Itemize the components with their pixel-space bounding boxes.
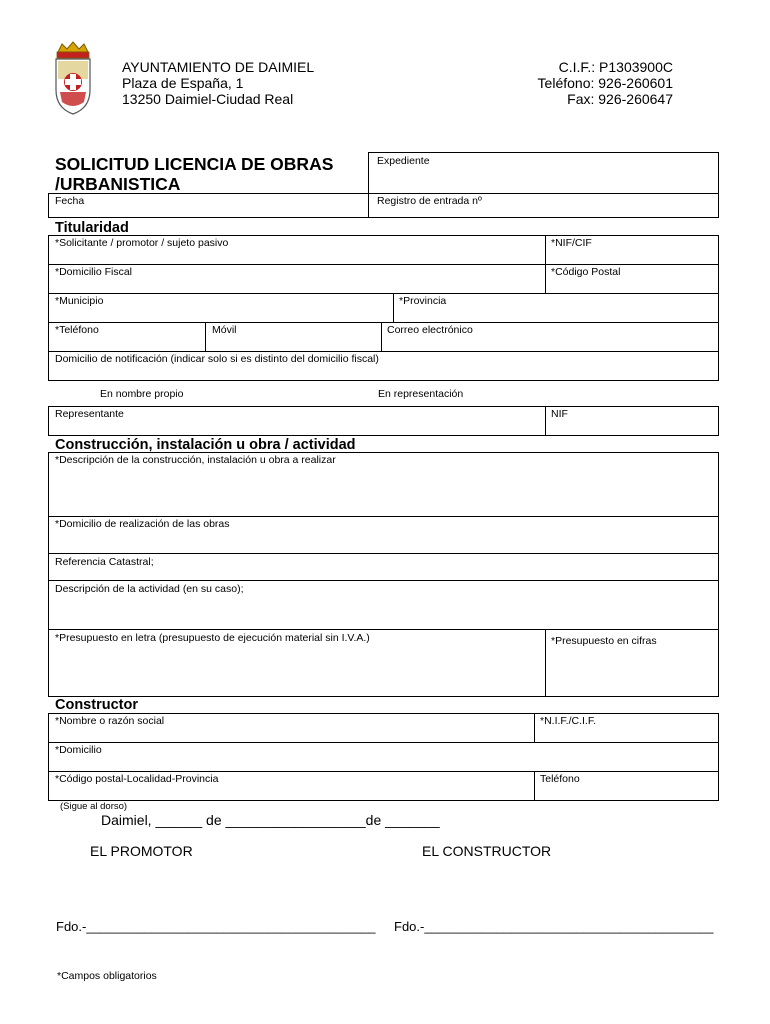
promotor-label: EL PROMOTOR	[90, 843, 193, 859]
form-title-line2: /URBANISTICA	[55, 174, 181, 194]
org-fax: Fax: 926-260647	[567, 91, 673, 107]
coat-of-arms-logo	[50, 40, 96, 116]
constructor-signature-line[interactable]: Fdo.-________________________________________	[394, 919, 714, 934]
domicilio-fiscal-label: *Domicilio Fiscal	[55, 266, 133, 278]
nif-cif-label: *NIF/CIF	[551, 237, 592, 249]
solicitante-label: *Solicitante / promotor / sujeto pasivo	[55, 237, 229, 249]
constructor-cp-label: *Código postal-Localidad-Provincia	[55, 773, 219, 785]
domicilio-obras-label: *Domicilio de realización de las obras	[55, 518, 230, 530]
ref-catastral-label: Referencia Catastral;	[55, 556, 154, 568]
codigo-postal-label: *Código Postal	[551, 266, 621, 278]
construccion-heading: Construcción, instalación u obra / actividad	[55, 437, 356, 453]
presupuesto-cifras-label: *Presupuesto en cifras	[551, 635, 657, 647]
date-line[interactable]: Daimiel, ______ de __________________de _______	[101, 812, 440, 828]
org-phone: Teléfono: 926-260601	[537, 75, 673, 91]
nif-representante-label: NIF	[551, 408, 568, 420]
movil-label: Móvil	[212, 324, 237, 336]
telefono-label: *Teléfono	[55, 324, 99, 336]
correo-label: Correo electrónico	[387, 324, 473, 336]
municipio-label: *Municipio	[55, 295, 104, 307]
org-cif: C.I.F.: P1303900C	[558, 59, 673, 75]
constructor-telefono-label: Teléfono	[540, 773, 580, 785]
constructor-nombre-label: *Nombre o razón social	[55, 715, 165, 727]
constructor-domicilio-field[interactable]	[48, 742, 719, 772]
constructor-heading: Constructor	[55, 697, 138, 713]
domicilio-notif-label: Domicilio de notificación (indicar solo si es distinto del domicilio fiscal)	[55, 353, 379, 365]
representante-label: Representante	[55, 408, 124, 420]
descripcion-label: *Descripción de la construcción, instalación u obra a realizar	[55, 454, 336, 466]
promotor-signature-line[interactable]: Fdo.-________________________________________	[56, 919, 376, 934]
desc-actividad-label: Descripción de la actividad (en su caso);	[55, 583, 244, 595]
titularidad-heading: Titularidad	[55, 220, 129, 236]
expediente-label: Expediente	[377, 155, 430, 167]
fecha-label: Fecha	[55, 195, 85, 207]
nombre-propio-option[interactable]: En nombre propio	[100, 388, 184, 400]
campos-obligatorios-note: *Campos obligatorios	[57, 970, 157, 982]
org-city: 13250 Daimiel-Ciudad Real	[122, 91, 294, 107]
provincia-label: *Provincia	[399, 295, 447, 307]
form-title-line1: SOLICITUD LICENCIA DE OBRAS	[55, 154, 334, 174]
presupuesto-letra-label: *Presupuesto en letra (presupuesto de ejecución material sin I.V.A.)	[55, 632, 370, 644]
org-name: AYUNTAMIENTO DE DAIMIEL	[122, 59, 315, 75]
nif-representante-field[interactable]	[545, 406, 719, 436]
constructor-label: EL CONSTRUCTOR	[422, 843, 552, 859]
fecha-field[interactable]	[48, 193, 369, 218]
sigue-dorso-note: (Sigue al dorso)	[60, 801, 128, 812]
representacion-option[interactable]: En representación	[378, 388, 464, 400]
constructor-nif-label: *N.I.F./C.I.F.	[540, 715, 597, 727]
registro-label: Registro de entrada nº	[377, 195, 482, 207]
constructor-domicilio-label: *Domicilio	[55, 744, 102, 756]
org-address: Plaza de España, 1	[122, 75, 244, 91]
